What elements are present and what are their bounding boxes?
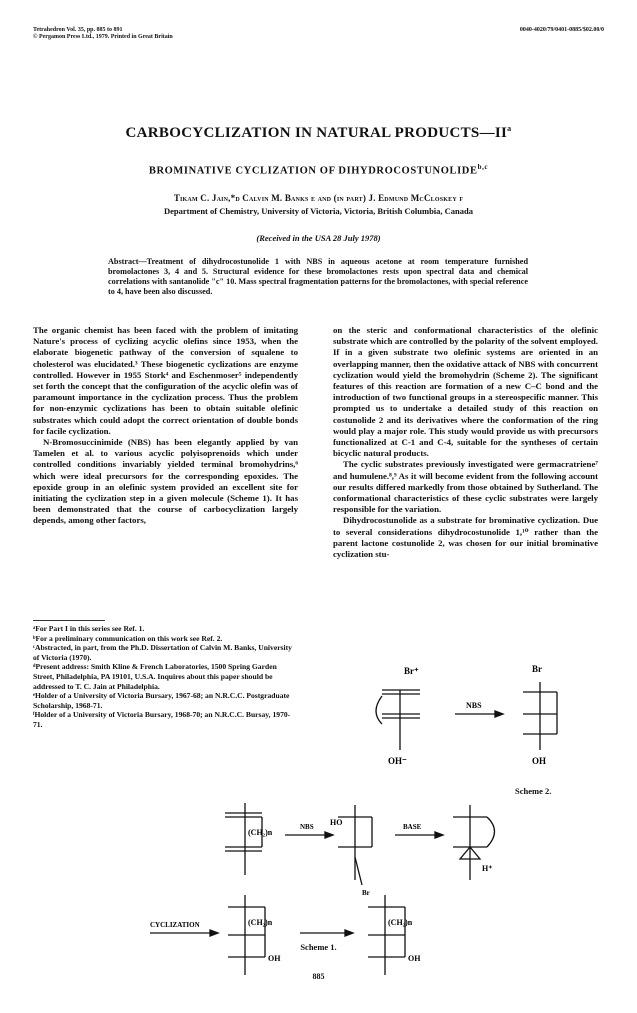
received-date: (Received in the USA 28 July 1978) <box>256 233 381 243</box>
journal-citation-line1: Tetrahedron Vol. 35, pp. 885 to 891 <box>33 27 123 33</box>
scheme1-reagent-cyclization: CYCLIZATION <box>150 921 200 929</box>
scheme2-br: Br <box>532 664 542 674</box>
left-column <box>33 325 298 527</box>
abstract: Abstract—Treatment of dihydrocostunolide 1 with NBS in aqueous acetone at room temperature furnished bromolactones 3, 4 and 5. Structural evidence for these bromolactones rests upon spectral data and chemical correlations with santanolide "c" 10. Mass spectral fragmentation patterns for the bromolactones, with special reference to 4, have been also discussed. <box>108 257 528 296</box>
left-paragraph-1: The organic chemist has been faced with the problem of imitating Nature's process of cyclizing acyclic olefins since 1953, when the elaborate biogenetic pathway of the conversion of squalene to cholesterol was elucidated.³ These biogenetic cyclizations are enzyme controlled. However in 1955 Stork⁴ and Eschenmoser⁵ independently set forth the concept that the configuration of the acyclic olefin was of paramount importance in the cyclization process. Thus the problem for non-enzymic cyclizations has been to obtain suitable olefinic substrates which could adopt the correct orientation of double bonds for facile cyclization. <box>33 325 298 436</box>
journal-citation-line2: © Pergamon Press Ltd., 1979. Printed in Great Britain <box>33 34 173 40</box>
right-paragraph-1: on the steric and conformational characteristics of the olefinic substrate which are controlled by the polarity of the solvent employed. If in a given substrate two olefinic systems are oriented in an overlapping manner, then the oxidative attack of NBS with concurrent cyclization would yield the bromohydrin (Scheme 2). The significant features of this reaction are formation of a new C–C bond and the introduction of two functional groups in a stereospecific manner. This prompted us to undertake a detailed study of this reaction on costunolide 2 and its derivatives where the conformation of the ring would play a major role. This study would provide us with precursors functionalized at C-1 and C-4, suitable for the syntheses of certain bicyclic natural products. <box>333 325 598 459</box>
footnote-f: ᶠHolder of a University of Victoria Bursary, 1968-70; an N.R.C.C. Bursay, 1970-71. <box>33 710 291 729</box>
scheme-2-caption: Scheme 2. <box>515 786 552 796</box>
scheme1-reagent-base: BASE <box>403 823 422 831</box>
scheme1-ch2n-a: (CH₂)n <box>248 828 273 837</box>
footnotes <box>33 624 298 730</box>
footnote-b: ᵇFor a preliminary communication on this work see Ref. 2. <box>33 633 223 643</box>
scheme1-oh-e: OH <box>408 954 421 963</box>
scheme2-oh: OH <box>532 756 547 766</box>
scheme1-ch2n-e: (CH₂)n <box>388 918 413 927</box>
article-title-text: CARBOCYCLIZATION IN NATURAL PRODUCTS—II <box>125 125 508 141</box>
scheme2-reagent: NBS <box>466 701 482 710</box>
left-paragraph-2: N-Bromosuccinimide (NBS) has been elegantly applied by van Tamelen et al. to various acyclic polyisoprenoids which under controlled conditions invariably yielded terminal bromohydrins,⁶ which were ideal precursors for the corresponding epoxides. The epoxide group in an olefinic system provided an excellent site for initiating the cyclization step in a given molecule (Scheme 1). It has been demonstrated that the course of carbocyclization largely depends, among other factors, <box>33 437 298 526</box>
footnote-a: ᵃFor Part I in this series see Ref. 1. <box>33 624 145 633</box>
article-subtitle <box>0 163 637 177</box>
page-number: 885 <box>312 972 325 981</box>
scheme-1-caption: Scheme 1. <box>300 942 337 952</box>
scheme1-h-plus: H⁺ <box>482 864 493 873</box>
right-paragraph-3: Dihydrocostunolide as a substrate for brominative cyclization. Due to several considerations dihydrocostunolide 1,¹⁰ rather than the parent lactone costunolide 2, was chosen for our initial brominative cyclization stu- <box>333 515 598 560</box>
scheme1-reagent-nbs: NBS <box>300 823 314 831</box>
right-column <box>333 325 598 560</box>
journal-citation <box>33 27 173 41</box>
journal-code: 0040-4020/79/0401-0885/$02.00/0 <box>519 27 604 33</box>
scheme-2-diagram <box>360 652 600 772</box>
title-footnote-mark: a <box>507 124 512 133</box>
scheme2-br-plus: Br⁺ <box>404 666 419 676</box>
authors: Tikam C. Jain,*d Calvin M. Banks e and (in part) J. Edmund McCloskey f <box>173 193 464 203</box>
footnote-e: ᵉHolder of a University of Victoria Bursary, 1967-68; an N.R.C.C. Postgraduate Scholarship, 1968-71. <box>33 691 290 710</box>
scheme1-ch2n-d: (CH₂)n <box>248 918 273 927</box>
scheme1-ho: HO <box>330 818 343 827</box>
footnote-c: ᶜAbstracted, in part, from the Ph.D. Dissertation of Calvin M. Banks, University of Victoria (1970). <box>33 643 292 662</box>
right-paragraph-2: The cyclic substrates previously investigated were germacratriene⁷ and humulene.⁸,⁹ As it will become evident from the following account our results differed markedly from those obtained by Sutherland. The conformational characteristics of these cyclic substrates were largely responsible for the variation. <box>333 459 598 515</box>
affiliation: Department of Chemistry, University of Victoria, Victoria, British Columbia, Canada <box>163 206 474 216</box>
scheme1-br: Br <box>362 889 370 897</box>
scheme-1-diagram <box>150 795 520 985</box>
footnote-rule <box>33 620 105 621</box>
subtitle-footnote-mark: b,c <box>477 163 489 171</box>
footnote-d: ᵈPresent address: Smith Kline & French Laboratories, 1500 Spring Garden Street, Philadelphia, PA 19101, U.S.A. Inquires about this paper should be addressed to T. C. Jain at Philadelphia. <box>33 662 277 691</box>
article-title <box>0 124 637 142</box>
article-subtitle-text: BROMINATIVE CYCLIZATION OF DIHYDROCOSTUNOLIDE <box>148 165 478 177</box>
scheme1-oh-d: OH <box>268 954 281 963</box>
scheme2-oh-minus: OH⁻ <box>388 756 407 766</box>
